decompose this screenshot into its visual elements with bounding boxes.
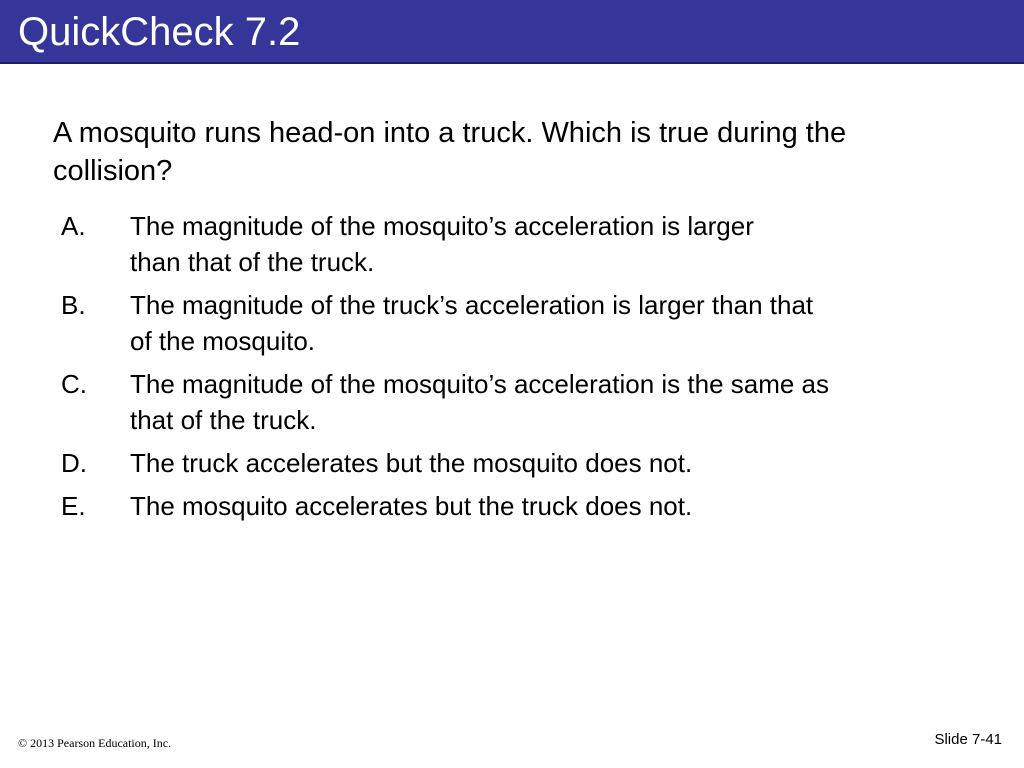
question-text: A mosquito runs head-on into a truck. Which is true during the collision? bbox=[53, 117, 847, 187]
option-e bbox=[61, 488, 961, 524]
slide-number: Slide 7-41 bbox=[934, 731, 1002, 748]
option-line: that of the truck. bbox=[130, 405, 317, 435]
option-line: The truck accelerates but the mosquito does not. bbox=[130, 448, 693, 478]
option-letter: E. bbox=[61, 491, 86, 521]
option-d bbox=[61, 445, 961, 481]
option-line: of the mosquito. bbox=[130, 326, 315, 356]
option-line: than that of the truck. bbox=[130, 247, 375, 277]
copyright-notice: © 2013 Pearson Education, Inc. bbox=[18, 736, 172, 750]
option-line: The magnitude of the mosquito’s acceleration is larger bbox=[130, 211, 754, 241]
option-line: The magnitude of the truck’s acceleration is larger than that bbox=[130, 290, 814, 320]
answer-options bbox=[61, 208, 961, 531]
option-line: The magnitude of the mosquito’s acceleration is the same as bbox=[130, 369, 830, 399]
option-letter: C. bbox=[61, 369, 87, 399]
option-letter: B. bbox=[61, 290, 86, 320]
slide-title: QuickCheck 7.2 bbox=[18, 10, 301, 54]
option-letter: D. bbox=[61, 448, 87, 478]
option-letter: A. bbox=[61, 211, 86, 241]
option-line: The mosquito accelerates but the truck does not. bbox=[130, 491, 693, 521]
option-a bbox=[61, 208, 961, 280]
title-bar bbox=[0, 0, 1024, 64]
option-c bbox=[61, 366, 961, 438]
option-b bbox=[61, 287, 961, 359]
